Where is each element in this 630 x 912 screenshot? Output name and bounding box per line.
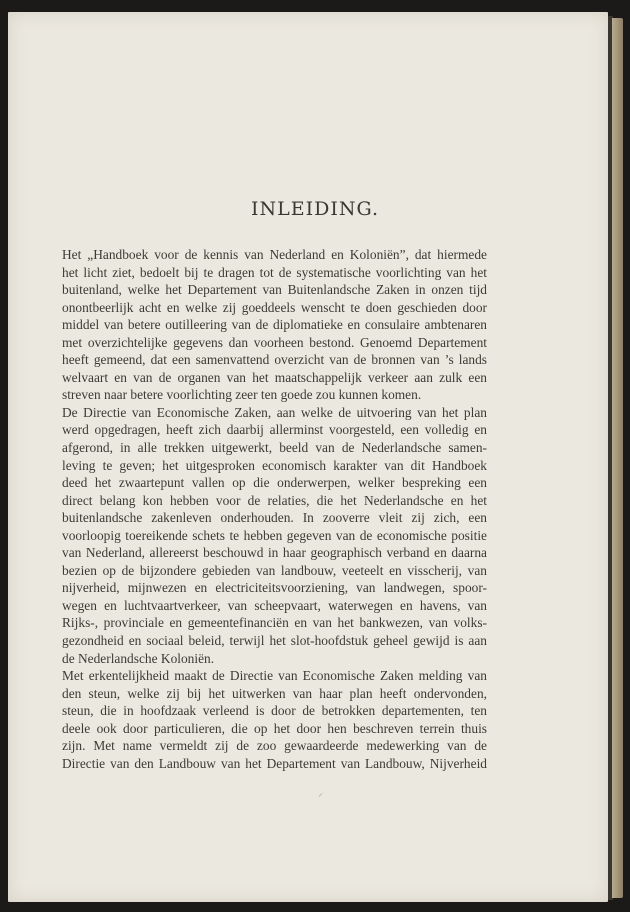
text-line: Het „Handboek voor de kennis van Nederland en Koloniën”, dat hiermede xyxy=(62,247,487,262)
text-line: gezondheid en sociaal beleid, terwijl het slot-hoofdstuk geheel gewijd is aan xyxy=(62,633,487,649)
text-line: Met erkentelijkheid maakt de Directie van Economische Zaken melding van xyxy=(62,668,487,684)
text-line: Rijks-, provinciale en gemeentefinanciën en van het bankwezen, van volks- xyxy=(62,615,487,631)
body-text xyxy=(62,246,487,772)
text-line: werd opgedragen, heeft zich daarbij allerminst voorgesteld, een volledig en xyxy=(62,422,487,438)
text-line: leving te geven; het uitgesproken economisch karakter van dit Handboek xyxy=(62,457,487,473)
text-line: middel van betere outilleering van de diplomatieke en consulaire ambtenaren xyxy=(62,317,487,333)
page-edge xyxy=(612,18,623,898)
text-line: zijn. Met name vermeldt zij de zoo gewaardeerde medewerking van de xyxy=(62,738,487,754)
text-line: De Directie van Economische Zaken, aan welke de uitvoering van het plan xyxy=(62,404,487,420)
text-line: nijverheid, mijnwezen en electriciteitsvoorziening, van landwegen, spoor- xyxy=(62,580,487,596)
text-line: deed het zwaartepunt vallen op die onderwerpen, welker bespreking een xyxy=(62,475,487,491)
text-line: onontbeerlijk acht en welke zij goeddeels wenscht te doen geschieden door xyxy=(62,299,487,315)
text-line: heeft gemeend, dat een samenvattend overzicht van de bronnen van ’s lands xyxy=(62,352,487,368)
text-line: met overzichtelijke gegevens dan voorheen bestond. Genoemd Departement xyxy=(62,334,487,350)
text-line: welvaart en van de organen van het maatschappelijk verkeer aan zulk een xyxy=(62,369,487,385)
text-line: steun, die in hoofdzaak verleend is door de betrokken departementen, ten xyxy=(62,703,487,719)
page-title: INLEIDING. xyxy=(250,198,380,220)
text-line: streven naar betere voorlichting zeer ten goede zou kunnen komen. xyxy=(62,387,422,403)
text-line: van Nederland, allereerst beschouwd in haar geographisch verband en daarna xyxy=(62,545,487,561)
text-line: Directie van den Landbouw van het Departement van Landbouw, Nijverheid xyxy=(62,755,487,771)
text-line: afgerond, in alle trekken uitgewerkt, beeld van de Nederlandsche samen- xyxy=(62,440,487,456)
text-line: de Nederlandsche Koloniën. xyxy=(62,650,215,666)
text-line: den steun, welke zij bij het uitwerken van haar plan heeft ondervonden, xyxy=(62,685,487,701)
text-line: deele ook door particulieren, die op het door hen beschreven terrein thuis xyxy=(62,720,487,736)
ink-speck: ⸝ xyxy=(318,788,323,799)
text-line: buitenlandsche zakenleven onderhouden. In zooverre vleit zij zich, een xyxy=(62,510,487,526)
text-line: voorloopig toereikende schets te hebben gegeven van de economische positie xyxy=(62,527,487,543)
text-line: wegen en luchtvaartverkeer, van scheepvaart, waterwegen en havens, van xyxy=(62,597,487,613)
text-line: direct belang kon hebben voor de relaties, die het Nederlandsche en het xyxy=(62,492,487,508)
text-line: het licht ziet, bedoelt bij te dragen tot de systematische voorlichting van het xyxy=(62,264,487,280)
text-line: bezien op de bijzondere gebieden van landbouw, veeteelt en visscherij, van xyxy=(62,562,487,578)
text-line: buitenland, welke het Departement van Buitenlandsche Zaken in onzen tijd xyxy=(62,282,487,298)
